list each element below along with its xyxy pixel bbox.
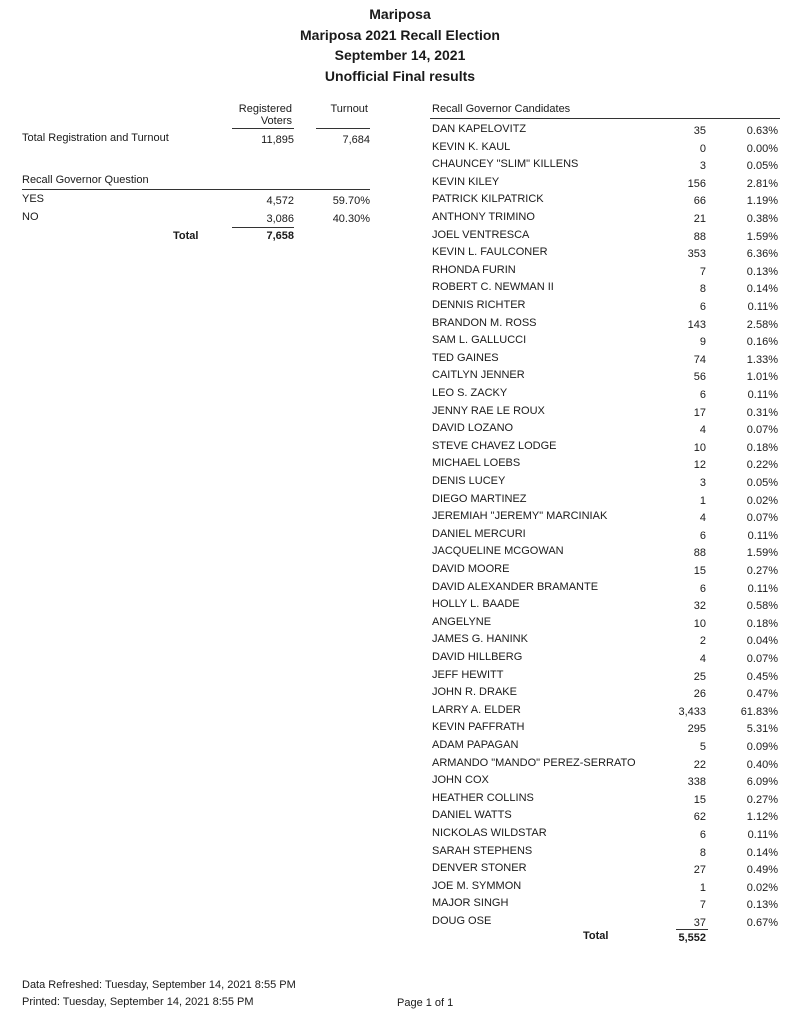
- candidate-votes: 1: [699, 494, 706, 507]
- candidate-row: [0, 121, 800, 139]
- candidate-percent: 6.36%: [746, 248, 778, 261]
- candidate-votes: 7: [699, 265, 706, 278]
- candidate-name: KEVIN L. FAULCONER: [432, 246, 548, 259]
- candidate-percent: 0.27%: [746, 793, 778, 806]
- candidate-votes: 62: [693, 811, 706, 824]
- candidate-percent: 5.31%: [746, 723, 778, 736]
- candidate-name: MAJOR SINGH: [432, 897, 509, 910]
- candidate-percent: 0.38%: [746, 213, 778, 225]
- candidate-percent: 1.33%: [746, 353, 778, 366]
- candidate-votes: 6: [699, 389, 706, 401]
- candidate-votes: 10: [693, 617, 706, 630]
- results-status: Unofficial Final results: [324, 68, 476, 84]
- candidate-name: CAITLYN JENNER: [432, 369, 525, 382]
- candidate-percent: 1.59%: [746, 230, 778, 243]
- candidates-total-value: 5,552: [678, 932, 706, 944]
- candidate-votes: 143: [687, 318, 706, 331]
- answer-no-votes: 3,086: [266, 213, 294, 225]
- candidate-votes: 4: [699, 512, 706, 525]
- candidate-row: [0, 860, 800, 878]
- candidate-votes: 21: [693, 213, 706, 225]
- candidate-votes: 4: [699, 424, 706, 437]
- candidate-votes: 338: [687, 776, 706, 789]
- turnout-value: 7,684: [342, 134, 370, 146]
- candidate-votes: 88: [693, 547, 706, 560]
- candidate-votes: 17: [693, 406, 706, 419]
- candidate-row: [0, 315, 800, 333]
- candidate-name: JOHN COX: [432, 774, 489, 787]
- registration-value: 11,895: [261, 134, 294, 146]
- question-total-label: Total: [173, 230, 199, 242]
- candidate-row: [0, 491, 800, 509]
- candidate-name: DENIS LUCEY: [432, 475, 506, 487]
- candidate-row: [0, 807, 800, 825]
- candidate-row: [0, 878, 800, 896]
- candidate-percent: 2.58%: [746, 318, 778, 331]
- candidate-row: [0, 790, 800, 808]
- candidate-percent: 0.63%: [746, 125, 778, 137]
- candidate-row: [0, 473, 800, 491]
- candidate-percent: 0.13%: [746, 265, 778, 278]
- candidate-percent: 0.40%: [746, 758, 778, 771]
- candidate-row: [0, 719, 800, 737]
- candidate-percent: 0.07%: [746, 653, 778, 665]
- voters-header: Voters: [260, 115, 292, 127]
- candidate-percent: 0.49%: [746, 864, 778, 877]
- election-title: Mariposa 2021 Recall Election: [300, 27, 500, 43]
- candidate-name: LEO S. ZACKY: [432, 387, 508, 399]
- candidate-name: SAM L. GALLUCCI: [432, 334, 527, 347]
- candidate-votes: 3: [699, 160, 706, 173]
- candidate-name: DAVID ALEXANDER BRAMANTE: [432, 580, 599, 593]
- candidate-name: DAVID LOZANO: [432, 422, 514, 435]
- candidate-name: ADAM PAPAGAN: [432, 739, 519, 751]
- candidate-votes: 10: [693, 441, 706, 454]
- registered-header: Registered: [238, 103, 292, 115]
- candidate-name: KEVIN PAFFRATH: [432, 721, 525, 734]
- candidate-percent: 0.04%: [746, 635, 778, 648]
- candidate-row: [0, 244, 800, 262]
- candidate-percent: 6.09%: [746, 776, 778, 789]
- answer-yes-votes: 4,572: [266, 195, 294, 207]
- candidate-votes: 5: [699, 741, 706, 753]
- candidate-name: LARRY A. ELDER: [432, 703, 521, 716]
- candidate-name: JOE M. SYMMON: [432, 879, 522, 892]
- candidate-name: RHONDA FURIN: [432, 263, 516, 276]
- candidate-votes: 295: [687, 723, 706, 736]
- candidate-percent: 0.11%: [747, 582, 778, 595]
- candidate-votes: 25: [693, 670, 706, 683]
- candidate-name: JOEL VENTRESCA: [432, 228, 530, 241]
- candidate-votes: 66: [693, 195, 706, 208]
- candidate-percent: 2.81%: [746, 177, 778, 190]
- candidate-row: [0, 825, 800, 843]
- candidate-percent: 1.59%: [746, 547, 778, 560]
- candidate-name: KEVIN K. KAUL: [432, 140, 511, 153]
- candidate-votes: 6: [699, 829, 706, 841]
- candidate-name: ANTHONY TRIMINO: [432, 211, 535, 223]
- candidate-percent: 0.27%: [746, 565, 778, 577]
- candidate-row: [0, 139, 800, 157]
- candidate-percent: 0.16%: [746, 336, 778, 349]
- candidate-name: DAN KAPELOVITZ: [432, 123, 527, 135]
- candidate-name: KEVIN KILEY: [432, 175, 500, 188]
- answer-yes-label: YES: [22, 193, 45, 205]
- county-title: Mariposa: [369, 6, 431, 22]
- candidate-percent: 0.07%: [746, 424, 778, 437]
- candidate-votes: 27: [693, 864, 706, 877]
- candidate-row: [0, 350, 800, 368]
- candidate-percent: 0.07%: [746, 512, 778, 525]
- candidate-percent: 61.83%: [740, 705, 778, 718]
- candidate-votes: 74: [693, 353, 706, 366]
- candidate-votes: 3: [699, 477, 706, 489]
- candidate-row: [0, 332, 800, 350]
- candidate-percent: 0.31%: [746, 406, 778, 419]
- candidate-row: [0, 297, 800, 315]
- turnout-header: Turnout: [330, 103, 368, 115]
- candidate-row: [0, 895, 800, 913]
- candidate-name: JENNY RAE LE ROUX: [432, 404, 545, 417]
- candidate-name: DENNIS RICHTER: [432, 299, 526, 311]
- candidate-name: HOLLY L. BAADE: [432, 598, 520, 611]
- candidate-percent: 0.11%: [747, 529, 778, 542]
- candidate-row: [0, 561, 800, 579]
- data-refreshed: Data Refreshed: Tuesday, September 14, 2021 8:55 PM: [22, 979, 296, 991]
- candidate-row: [0, 596, 800, 614]
- candidate-percent: 0.45%: [746, 670, 778, 683]
- candidate-percent: 0.11%: [747, 389, 778, 401]
- answer-yes-pct: 59.70%: [332, 195, 370, 207]
- candidate-name: NICKOLAS WILDSTAR: [432, 827, 547, 839]
- candidate-row: [0, 526, 800, 544]
- candidate-percent: 0.18%: [746, 441, 778, 454]
- question-total-value: 7,658: [266, 230, 294, 242]
- candidate-row: [0, 385, 800, 403]
- candidate-row: [0, 702, 800, 720]
- candidate-row: [0, 420, 800, 438]
- candidate-votes: 12: [693, 459, 706, 472]
- candidate-row: [0, 649, 800, 667]
- answer-no-pct: 40.30%: [332, 213, 370, 225]
- candidate-percent: 0.05%: [746, 160, 778, 173]
- candidate-row: [0, 191, 800, 209]
- candidate-row: [0, 843, 800, 861]
- candidate-row: [0, 614, 800, 632]
- candidate-row: [0, 737, 800, 755]
- candidate-votes: 35: [693, 125, 706, 137]
- candidate-row: [0, 684, 800, 702]
- election-date: September 14, 2021: [334, 47, 466, 63]
- candidate-percent: 0.14%: [746, 846, 778, 859]
- answer-no-label: NO: [22, 211, 39, 223]
- candidate-row: [0, 438, 800, 456]
- candidate-row: [0, 755, 800, 773]
- candidate-percent: 0.67%: [746, 917, 778, 929]
- candidate-name: JEREMIAH "JEREMY" MARCINIAK: [432, 510, 608, 523]
- candidate-row: [0, 367, 800, 385]
- candidate-name: DANIEL MERCURI: [432, 527, 526, 540]
- candidate-votes: 2: [699, 635, 706, 648]
- candidate-percent: 0.22%: [746, 459, 778, 472]
- candidate-name: TED GAINES: [432, 351, 499, 364]
- printed-time: Printed: Tuesday, September 14, 2021 8:55 PM: [22, 996, 254, 1008]
- candidate-name: ROBERT C. NEWMAN II: [432, 281, 554, 294]
- candidate-votes: 0: [699, 142, 706, 155]
- candidate-row: [0, 667, 800, 685]
- candidate-name: CHAUNCEY "SLIM" KILLENS: [432, 158, 579, 171]
- candidate-votes: 1: [699, 881, 706, 894]
- candidate-name: DENVER STONER: [432, 862, 527, 875]
- candidate-row: [0, 772, 800, 790]
- candidate-name: BRANDON M. ROSS: [432, 316, 537, 329]
- candidate-votes: 6: [699, 582, 706, 595]
- candidate-votes: 9: [699, 336, 706, 349]
- candidate-row: [0, 913, 800, 931]
- candidate-votes: 15: [693, 565, 706, 577]
- candidate-name: DOUG OSE: [432, 915, 492, 927]
- candidate-votes: 8: [699, 846, 706, 859]
- candidate-percent: 1.01%: [746, 371, 778, 384]
- candidate-votes: 15: [693, 793, 706, 806]
- candidate-votes: 56: [693, 371, 706, 384]
- candidate-row: [0, 543, 800, 561]
- candidate-percent: 0.09%: [746, 741, 778, 753]
- candidate-row: [0, 156, 800, 174]
- candidates-rule: [430, 118, 780, 119]
- candidate-name: DAVID MOORE: [432, 563, 510, 575]
- page-number: Page 1 of 1: [397, 997, 454, 1009]
- candidate-name: JOHN R. DRAKE: [432, 686, 517, 699]
- candidate-row: [0, 174, 800, 192]
- candidate-percent: 0.14%: [746, 283, 778, 296]
- candidate-votes: 32: [693, 600, 706, 613]
- candidate-percent: 0.05%: [746, 477, 778, 489]
- candidate-percent: 0.13%: [746, 899, 778, 912]
- candidate-name: JEFF HEWITT: [432, 668, 504, 681]
- candidate-percent: 0.18%: [746, 617, 778, 630]
- candidate-row: [0, 279, 800, 297]
- candidate-name: DIEGO MARTINEZ: [432, 492, 527, 505]
- candidate-votes: 6: [699, 301, 706, 313]
- candidate-name: MICHAEL LOEBS: [432, 457, 521, 470]
- candidate-row: [0, 209, 800, 227]
- candidate-percent: 0.11%: [747, 829, 778, 841]
- candidate-votes: 156: [687, 177, 706, 190]
- candidate-votes: 4: [699, 653, 706, 665]
- candidate-row: [0, 262, 800, 280]
- candidate-name: DAVID HILLBERG: [432, 651, 523, 663]
- candidate-percent: 0.02%: [746, 494, 778, 507]
- candidates-total-label: Total: [583, 930, 609, 942]
- candidate-name: JAMES G. HANINK: [432, 633, 528, 646]
- candidate-votes: 3,433: [678, 705, 706, 718]
- candidate-votes: 22: [693, 758, 706, 771]
- candidate-votes: 6: [699, 529, 706, 542]
- candidate-percent: 1.19%: [746, 195, 778, 208]
- candidate-name: PATRICK KILPATRICK: [432, 193, 544, 206]
- candidate-votes: 37: [693, 917, 706, 929]
- candidate-name: DANIEL WATTS: [432, 809, 512, 822]
- candidate-row: [0, 227, 800, 245]
- candidate-name: HEATHER COLLINS: [432, 791, 534, 804]
- candidate-percent: 0.47%: [746, 688, 778, 701]
- candidate-percent: 1.12%: [746, 811, 778, 824]
- candidate-percent: 0.00%: [746, 142, 778, 155]
- registration-label: Total Registration and Turnout: [22, 132, 169, 144]
- candidate-votes: 7: [699, 899, 706, 912]
- candidate-name: ANGELYNE: [432, 615, 492, 628]
- candidate-votes: 8: [699, 283, 706, 296]
- candidate-votes: 353: [687, 248, 706, 261]
- candidate-name: ARMANDO "MANDO" PEREZ-SERRATO: [432, 756, 636, 769]
- total-rule-right: [676, 929, 708, 930]
- candidate-row: [0, 631, 800, 649]
- candidate-row: [0, 508, 800, 526]
- candidate-name: SARAH STEPHENS: [432, 844, 533, 857]
- candidate-votes: 26: [693, 688, 706, 701]
- candidate-percent: 0.02%: [746, 881, 778, 894]
- candidate-name: JACQUELINE MCGOWAN: [432, 545, 564, 558]
- candidate-row: [0, 579, 800, 597]
- candidate-row: [0, 455, 800, 473]
- question-title: Recall Governor Question: [22, 174, 149, 186]
- candidate-votes: 88: [693, 230, 706, 243]
- candidate-name: STEVE CHAVEZ LODGE: [432, 439, 557, 452]
- candidate-percent: 0.58%: [746, 600, 778, 613]
- candidate-row: [0, 403, 800, 421]
- candidate-percent: 0.11%: [747, 301, 778, 313]
- candidates-title: Recall Governor Candidates: [432, 103, 571, 115]
